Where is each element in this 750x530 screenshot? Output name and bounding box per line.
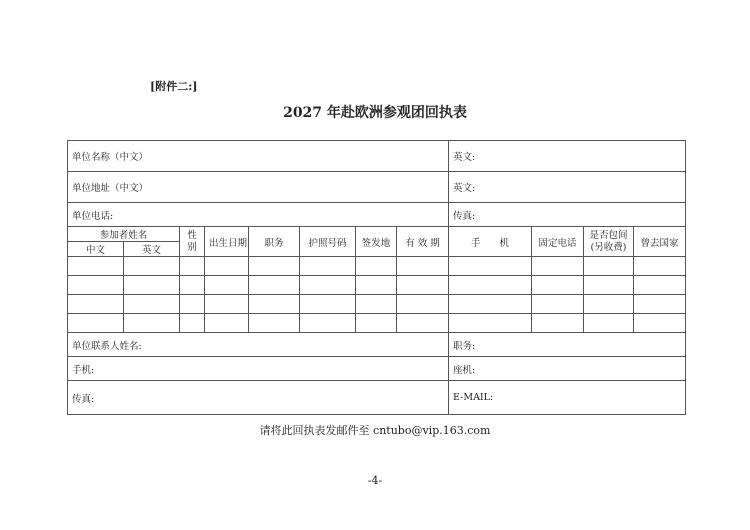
birth-date-header: 出生日期 bbox=[205, 227, 249, 257]
attachment-label: [附件二:] bbox=[150, 80, 198, 93]
single-room-header: 是否包间 (另收费) bbox=[584, 227, 634, 257]
unit-address-en-label: 英文: bbox=[449, 172, 686, 203]
participant-row bbox=[68, 314, 686, 333]
countries-visited-header: 曾去国家 bbox=[634, 227, 686, 257]
mobile-header: 手 机 bbox=[449, 227, 532, 257]
contact-mobile-label: 手机: bbox=[68, 357, 449, 381]
page-number: -4- bbox=[367, 474, 383, 487]
unit-address-cn-label: 单位地址（中文） bbox=[68, 172, 449, 203]
valid-period-header: 有 效 期 bbox=[397, 227, 449, 257]
participant-name-header: 参加者姓名 bbox=[68, 227, 180, 242]
position-header: 职务 bbox=[249, 227, 300, 257]
unit-fax-label: 传真: bbox=[449, 203, 686, 227]
passport-number-header: 护照号码 bbox=[300, 227, 356, 257]
contact-landline-label: 座机: bbox=[449, 357, 686, 381]
participant-row bbox=[68, 257, 686, 276]
registration-form-table bbox=[67, 140, 686, 415]
name-english-header: 英文 bbox=[124, 242, 180, 257]
issue-place-header: 签发地 bbox=[356, 227, 397, 257]
participant-row bbox=[68, 276, 686, 295]
participant-row bbox=[68, 295, 686, 314]
contact-name-label: 单位联系人姓名: bbox=[68, 333, 449, 357]
unit-name-cn-label: 单位名称（中文） bbox=[68, 141, 449, 172]
contact-fax-label: 传真: bbox=[68, 381, 449, 415]
submission-note: 请将此回执表发邮件至 cntubo@vip.163.com bbox=[259, 424, 491, 437]
contact-email-label: E-MAIL: bbox=[449, 381, 686, 415]
name-chinese-header: 中文 bbox=[68, 242, 124, 257]
contact-position-label: 职务: bbox=[449, 333, 686, 357]
gender-header: 性 别 bbox=[180, 227, 205, 257]
unit-phone-label: 单位电话: bbox=[68, 203, 449, 227]
landline-header: 固定电话 bbox=[532, 227, 584, 257]
form-title: 2027 年赴欧洲参观团回执表 bbox=[283, 105, 467, 121]
unit-name-en-label: 英文: bbox=[449, 141, 686, 172]
